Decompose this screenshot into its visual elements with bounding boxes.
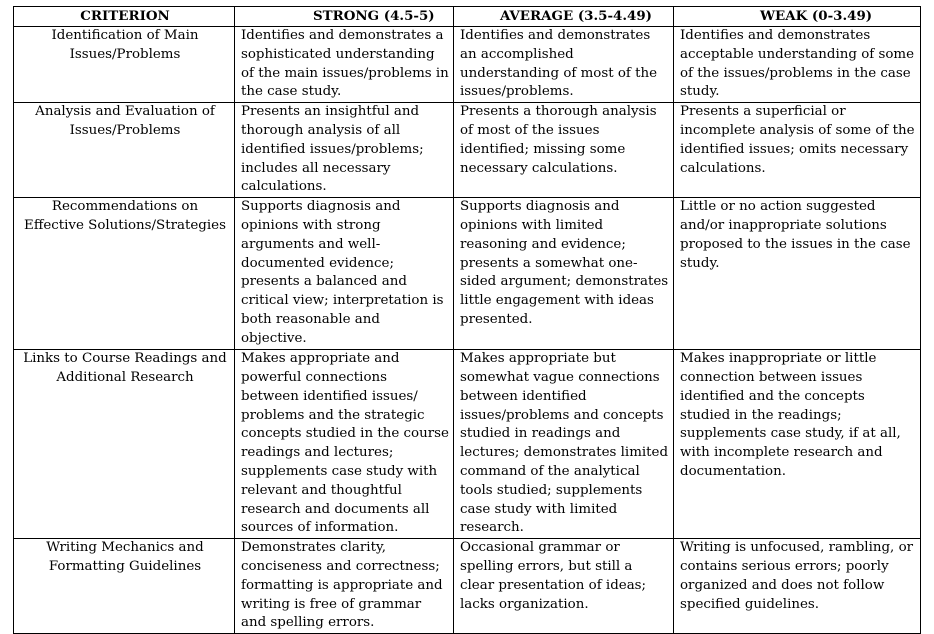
weak-cell: Identifies and demonstrates acceptable understanding of some of the issues/problems in the case study. xyxy=(674,27,921,103)
weak-cell: Writing is unfocused, rambling, or contains serious errors; poorly organized and does not follow specified guidelines. xyxy=(674,539,921,634)
header-row xyxy=(14,7,921,27)
strong-cell: Supports diagnosis and opinions with strong arguments and well-documented evidence; presents a balanced and critical view; interpretation is both reasonable and objective. xyxy=(235,198,454,350)
strong-cell: Presents an insightful and thorough analysis of all identified issues/problems; includes all necessary calculations. xyxy=(235,103,454,198)
average-cell: Supports diagnosis and opinions with limited reasoning and evidence; presents a somewhat one-sided argument; demonstrates little engagement with ideas presented. xyxy=(454,198,674,350)
grading-rubric-table xyxy=(13,6,921,634)
table-row xyxy=(14,539,921,634)
weak-cell: Presents a superficial or incomplete analysis of some of the identified issues; omits necessary calculations. xyxy=(674,103,921,198)
average-cell: Identifies and demonstrates an accomplished understanding of most of the issues/problems. xyxy=(454,27,674,103)
average-cell: Presents a thorough analysis of most of the issues identified; missing some necessary calculations. xyxy=(454,103,674,198)
strong-cell: Identifies and demonstrates a sophisticated understanding of the main issues/problems in the case study. xyxy=(235,27,454,103)
header-strong: STRONG (4.5-5) xyxy=(235,7,454,27)
table-row xyxy=(14,27,921,103)
average-cell: Occasional grammar or spelling errors, but still a clear presentation of ideas; lacks organization. xyxy=(454,539,674,634)
strong-cell: Demonstrates clarity, conciseness and correctness; formatting is appropriate and writing is free of grammar and spelling errors. xyxy=(235,539,454,634)
strong-cell: Makes appropriate and powerful connections between identified issues/ problems and the strategic concepts studied in the course readings and lectures; supplements case study with relevant and thoughtful research and documents all sources of information. xyxy=(235,350,454,539)
header-average: AVERAGE (3.5-4.49) xyxy=(454,7,674,27)
header-criterion: CRITERION xyxy=(14,7,235,27)
criterion-cell: Links to Course Readings and Additional Research xyxy=(14,350,235,539)
criterion-cell: Writing Mechanics and Formatting Guidelines xyxy=(14,539,235,634)
average-cell: Makes appropriate but somewhat vague connections between identified issues/problems and concepts studied in readings and lectures; demonstrates limited command of the analytical tools studied; supplements case study with limited research. xyxy=(454,350,674,539)
weak-cell: Little or no action suggested and/or inappropriate solutions proposed to the issues in the case study. xyxy=(674,198,921,350)
weak-cell: Makes inappropriate or little connection between issues identified and the concepts studied in the readings; supplements case study, if at all, with incomplete research and documentation. xyxy=(674,350,921,539)
criterion-cell: Recommendations on Effective Solutions/Strategies xyxy=(14,198,235,350)
criterion-cell: Identification of Main Issues/Problems xyxy=(14,27,235,103)
criterion-cell: Analysis and Evaluation of Issues/Problems xyxy=(14,103,235,198)
table-row xyxy=(14,350,921,539)
header-weak: WEAK (0-3.49) xyxy=(674,7,921,27)
table-row xyxy=(14,198,921,350)
table-row xyxy=(14,103,921,198)
